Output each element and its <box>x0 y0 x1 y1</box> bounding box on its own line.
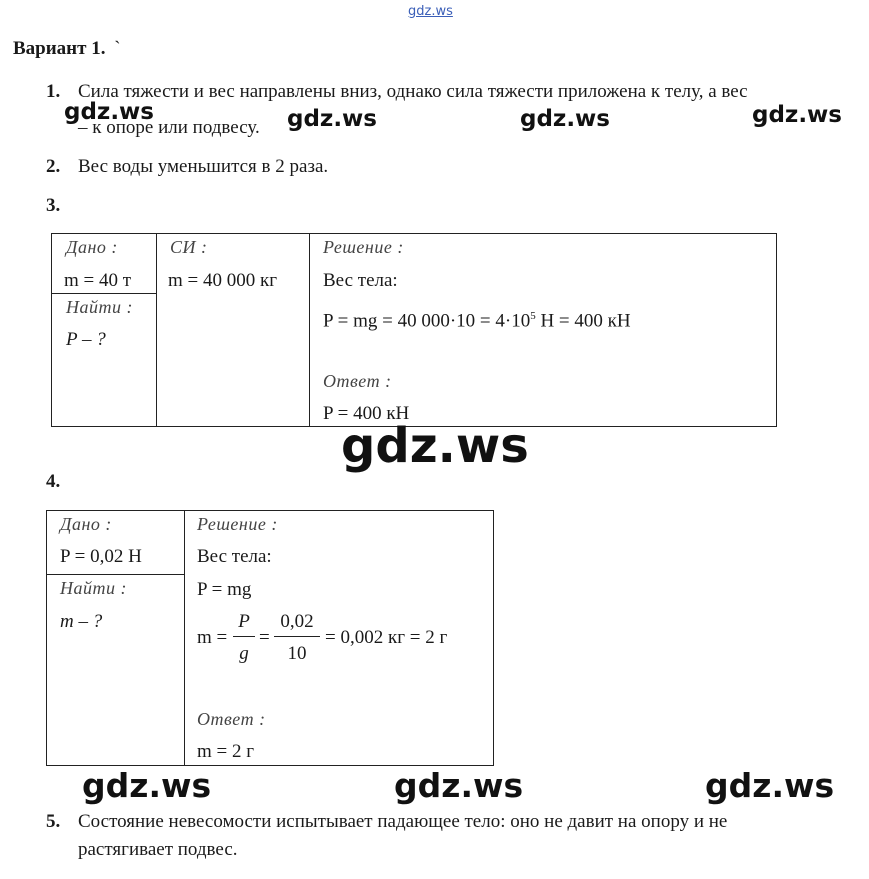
formula-result: = 0,002 кг = 2 г <box>325 627 448 648</box>
formula-m-eq: m = <box>197 627 228 648</box>
reshenie-label: Решение : <box>323 237 404 257</box>
fraction-1-numerator: P <box>238 611 250 632</box>
solution-line-2: P = mg <box>197 579 252 600</box>
najti-value: m – ? <box>60 611 103 632</box>
otvet-label: Ответ : <box>197 709 266 729</box>
otvet-label: Ответ : <box>323 371 392 391</box>
si-value: m = 40 000 кг <box>168 270 278 291</box>
task-5-line-1: Состояние невесомости испытывает падающее тело: оно не давит на опору и не <box>78 811 728 832</box>
variant-title <box>13 38 121 60</box>
najti-label: Найти : <box>66 297 133 317</box>
title-mark: ` <box>114 38 121 59</box>
fraction-bar <box>233 636 255 637</box>
title-text: Вариант 1. <box>13 38 106 59</box>
watermark: gdz.ws <box>64 99 154 125</box>
watermark: gdz.ws <box>752 102 842 128</box>
solution-formula: P = mg = 40 $000\cdot 10 = 4\cdot 10^5$ Н = 400 кН <box>323 310 631 332</box>
watermark: gdz.ws <box>287 106 377 132</box>
table-divider <box>51 293 157 294</box>
task-4-number: 4. <box>46 471 61 492</box>
task-2-number: 2. <box>46 156 61 177</box>
task-3-number: 3. <box>46 195 61 216</box>
task-1-number: 1. <box>46 81 61 102</box>
otvet-value: P = 400 кН <box>323 403 410 424</box>
table-divider <box>156 233 157 426</box>
table-divider <box>184 510 185 765</box>
fraction-1-denominator: g <box>239 643 249 664</box>
watermark: gdz.ws <box>82 766 212 805</box>
watermark: gdz.ws <box>520 106 610 132</box>
solution-line-1: Вес тела: <box>323 270 398 291</box>
table-divider <box>46 574 185 575</box>
otvet-value: m = 2 г <box>197 741 255 762</box>
si-label: СИ : <box>170 237 208 257</box>
najti-label: Найти : <box>60 578 127 598</box>
dano-value: m = 40 т <box>64 270 132 291</box>
formula-eq: = <box>259 627 270 648</box>
najti-value: P – ? <box>66 329 106 350</box>
dano-label: Дано : <box>60 514 112 534</box>
top-watermark-link[interactable]: gdz.ws <box>408 4 453 19</box>
fraction-2-denominator: 10 <box>287 643 307 664</box>
reshenie-label: Решение : <box>197 514 278 534</box>
task-1-line-1: Сила тяжести и вес направлены вниз, однако сила тяжести приложена к телу, а вес <box>78 81 748 102</box>
dano-value: P = 0,02 Н <box>60 546 142 567</box>
watermark: gdz.ws <box>341 418 529 474</box>
table-divider <box>309 233 310 426</box>
task-5-line-2: растягивает подвес. <box>78 839 238 860</box>
task-1-line-2: – к опоре или подвесу. <box>78 117 260 138</box>
task-2-text: Вес воды уменьшится в 2 раза. <box>78 156 329 177</box>
task-5-number: 5. <box>46 811 61 832</box>
fraction-bar <box>274 636 320 637</box>
watermark: gdz.ws <box>394 766 524 805</box>
watermark: gdz.ws <box>705 766 835 805</box>
solution-line-1: Вес тела: <box>197 546 272 567</box>
fraction-2-numerator: 0,02 <box>280 611 314 632</box>
dano-label: Дано : <box>66 237 118 257</box>
